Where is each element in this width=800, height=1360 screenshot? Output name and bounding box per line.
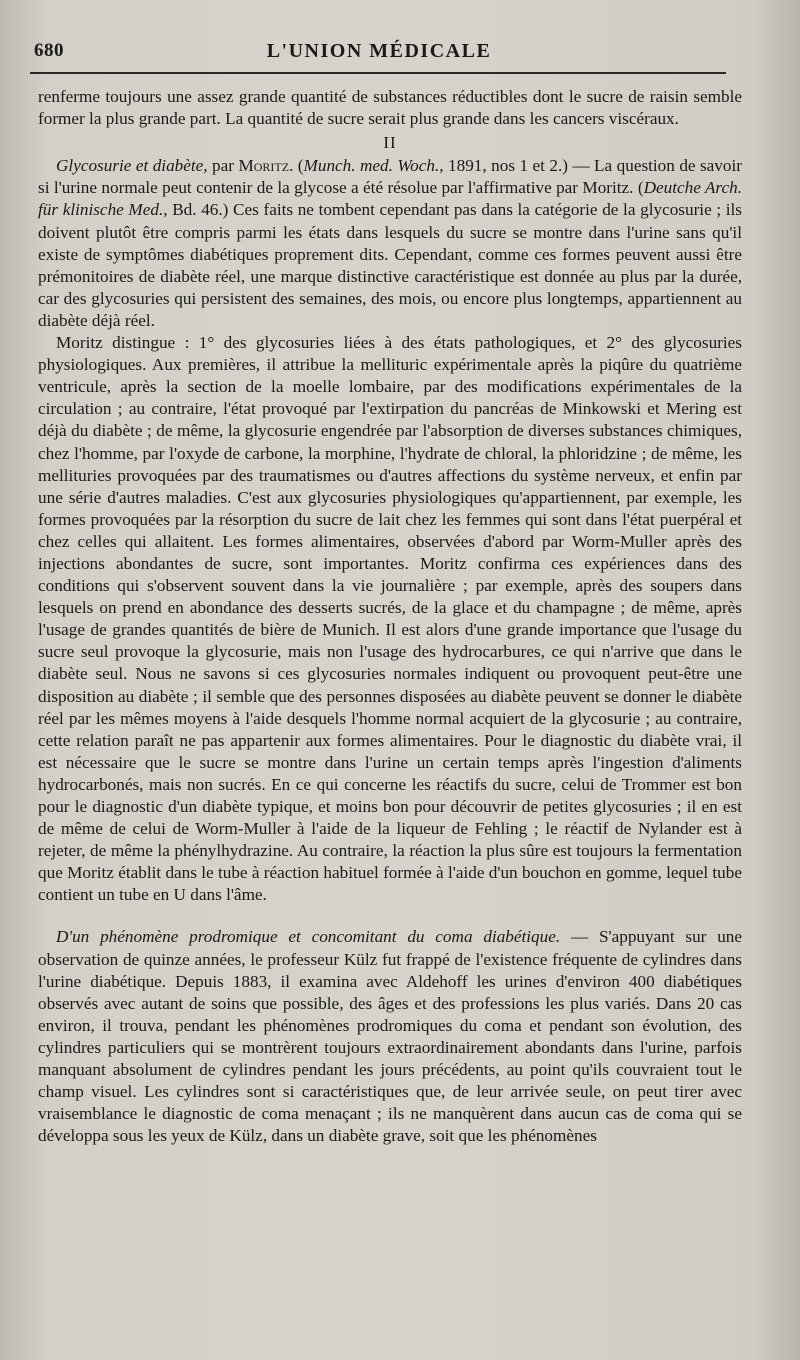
paragraph-gap [38, 906, 742, 926]
paragraph-moritz: Moritz distingue : 1° des glycosuries liées à des états pathologiques, et 2° des glycosuries physiologiques. Aux premières, il attribue la mellituric expérimentale après la piqûre du quatrième ventricule, après la section de la moelle lombaire, par des modifications expérimentales de la circulation ; au contraire, l'état provoqué par l'extirpation du pancréas de Minkowski et Mering est déjà du diabète ; de même, la glycosurie engendrée par l'absorption de diverses substances chimiques, chez l'homme, par l'oxyde de carbone, la morphine, l'hydrate de chloral, la phloridzine ; de même, les mellituries provoquées par des traumatismes ou d'autres affections du système nerveux, et enfin par une série d'autres maladies. C'est aux glycosuries physiologiques qu'appartiennent, par exemple, les formes provoquées par la résorption du sucre de lait chez les femmes qui sont dans l'état puerpéral et chez celles qui allaitent. Les formes alimentaires, observées d'abord par Worm-Muller après des injections abondantes de sucre, sont importantes. Moritz confirma ces expériences dans des conditions qui s'observent souvent dans la vie journalière ; par exemple, après des soupers dans lesquels on prend en abondance des desserts sucrés, de la glace et du champagne ; de même, après l'usage de grandes quantités de bière de Munich. Il est alors d'une grande importance que l'usage du sucre seul provoque la glycosurie, mais non l'usage des hydrocarbures, ce qui n'arrive que dans le diabète seul. Nous ne savons si ces glycosuries normales indiquent ou provoquent peut-être une disposition au diabète ; il semble que des personnes disposées au diabète peuvent se donner le diabète réel par les mêmes moyens à l'aide desquels l'homme normal acquiert de la glycosurie ; au contraire, cette relation paraît ne pas appartenir aux formes alimentaires. Pour le diagnostic du diabète vrai, il est nécessaire que le sucre se montre dans l'urine un certain temps après l'ingestion d'aliments hydrocarbonés, mais non sucrés. En ce qui concerne les réactifs du sucre, celui de Trommer est bon pour le diagnostic d'un diabète typique, et moins bon pour découvrir de petites glycosuries ; il en est de même de celui de Worm-Muller à l'aide de la liqueur de Fehling ; le réactif de Nylander est à rejeter, de même la phénylhydrazine. Au contraire, la réaction la plus sûre est toujours la fermentation que Moritz établit dans le tube à réaction habituel formée à l'aide d'un bouchon en gomme, lequel tube contient un tube en U dans l'âme. [38, 333, 742, 905]
journal-title: Munch. med. Woch. [303, 156, 440, 176]
running-head: L'UNION MÉDICALE [266, 40, 492, 62]
text-fragment: , 1891, nos 1 et 2.) — La question de savoir si l'urine normale peut contenir de la glycose a été résolue par l'affirmative par Moritz. ( [38, 156, 742, 198]
paragraph-glycosurie [38, 155, 742, 332]
text-fragment: , Bd. 46.) Ces faits ne tombent cependant pas dans la catégorie de la glycosurie ; ils doivent plutôt être compris parmi les états dans lesquels du sucre se montre dans l'urine sans qu'il existe de symptômes diabétiques proprement dits. Cependant, comme ces formes peuvent aussi être prémonitoires de diabète réel, une marque distinctive caractéristique est donnée au plus par la durée, car des glycosuries qui persistent des semaines, des mois, ou encore plus longtemps, appartiennent au diabète déjà réel. [38, 200, 742, 330]
article-title: Glycosurie et diabète, [56, 156, 208, 176]
text-fragment: par [207, 156, 239, 176]
paragraph-coma [38, 926, 742, 1147]
archive-title: Deutche Arch. für klinische Med. [38, 178, 742, 220]
header-rule [30, 72, 726, 74]
page-header [34, 40, 724, 70]
text-fragment: — S'appuyant sur une observation de quinze années, le professeur Külz fut frappé de l'existence fréquente de cylindres dans l'urine diabétique. Depuis 1883, il examina avec Aldehoff les urines d'environ 400 diabétiques observés avec autant de soins que possible, des âges et des professions les plus variés. Dans 20 cas environ, il trouva, pendant les phénomènes prodromiques du coma et pendant son évolution, des cylindres particuliers qui se montrèrent toujours extraordinairement abondants dans l'urine, parfois manquant absolument de cylindres pendant les jours précédents, au point qu'ils couvraient tout le champ visuel. Les cylindres sont si caractéristiques que, de leur arrivée seule, on peut tirer avec vraisemblance le diagnostic de coma menaçant ; ils ne manquèrent dans aucun cas de coma qui se développa sous les yeux de Külz, dans un diabète grave, soit que les phénomènes [38, 927, 743, 1146]
body-text [38, 86, 742, 1147]
section-numeral: II [383, 133, 397, 153]
author-name: Moritz [238, 156, 290, 176]
article-title: D'un phénomène prodromique et concomitant du coma diabétique. [56, 927, 561, 947]
text-fragment: . ( [289, 156, 304, 176]
page-number: 680 [34, 40, 64, 61]
paragraph-continuation: renferme toujours une assez grande quantité de substances réductibles dont le sucre de raisin semble former la plus grande part. La quantité de sucre serait plus grande dans les cancers viscéraux. [38, 87, 742, 129]
